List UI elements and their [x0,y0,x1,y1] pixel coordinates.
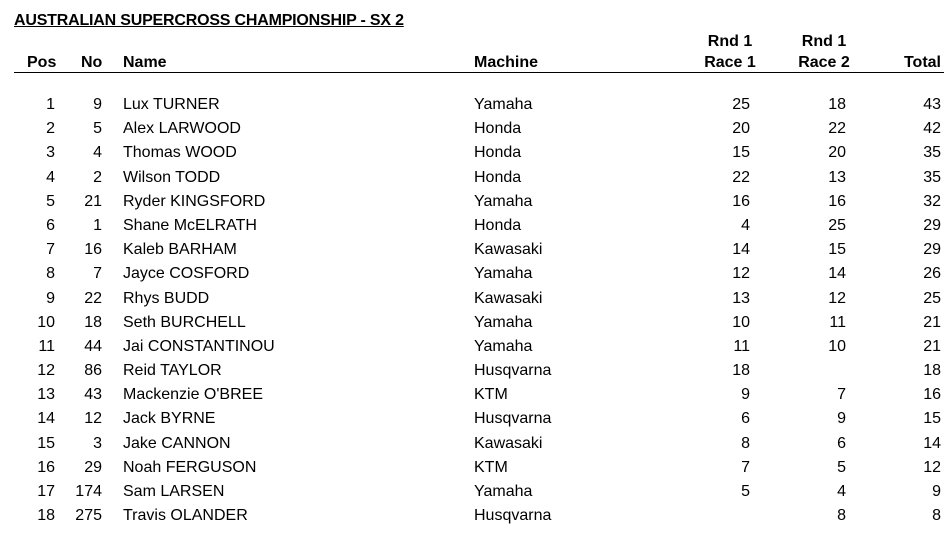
cell-pos: 1 [46,96,55,113]
cell-pos: 11 [38,337,55,355]
cell-race1: 16 [732,192,750,210]
header-race2 [789,31,859,73]
cell-no: 16 [84,241,102,259]
cell-machine: Honda [474,120,522,138]
header-pos: Pos [27,54,57,71]
cell-race2: 20 [828,144,846,162]
cell-race1: 20 [732,120,750,138]
cell-no: 29 [84,458,102,476]
cell-race1: 6 [741,410,750,428]
cell-name: Rhys BUDD [123,289,210,307]
header-machine: Machine [474,54,539,71]
table-row [0,215,951,239]
cell-race2: 4 [837,483,846,500]
cell-machine: Yamaha [474,192,533,210]
cell-no: 44 [84,337,102,355]
table-row [0,288,951,312]
header-total: Total [903,54,941,71]
cell-total: 16 [923,386,941,404]
cell-total: 35 [923,168,941,186]
cell-no: 9 [93,96,102,113]
cell-no: 174 [75,483,102,500]
cell-total: 15 [923,410,941,428]
cell-total: 21 [923,313,941,331]
table-row [0,94,951,118]
table-row [0,481,951,505]
cell-name: Noah FERGUSON [123,458,257,476]
cell-pos: 15 [37,434,55,452]
cell-race2: 5 [837,458,846,476]
cell-no: 4 [93,144,102,162]
cell-pos: 2 [46,120,55,138]
header-name: Name [123,54,167,71]
cell-total: 29 [923,216,941,234]
cell-race1: 8 [741,434,750,452]
cell-machine: Husqvarna [474,507,552,525]
cell-pos: 9 [46,289,55,307]
cell-no: 5 [93,120,102,138]
header-divider [14,72,944,73]
cell-total: 18 [923,362,941,380]
cell-no: 22 [84,289,102,307]
cell-pos: 5 [46,192,55,210]
cell-name: Travis OLANDER [123,507,248,525]
cell-name: Jack BYRNE [123,410,216,428]
cell-name: Reid TAYLOR [123,362,222,380]
cell-no: 7 [93,265,102,283]
cell-machine: Husqvarna [474,362,552,380]
cell-pos: 13 [37,386,55,404]
cell-total: 8 [932,507,941,525]
cell-total: 9 [932,483,941,500]
cell-no: 18 [84,313,102,331]
cell-race1: 10 [732,313,750,331]
cell-machine: KTM [474,458,508,476]
cell-no: 12 [84,410,102,428]
table-row [0,408,951,432]
cell-race1: 4 [741,216,750,234]
header-race1-round: Rnd 1 [707,33,753,50]
cell-machine: Kawasaki [474,241,543,259]
table-row [0,312,951,336]
table-row [0,336,951,360]
table-row [0,263,951,287]
cell-total: 12 [923,458,941,476]
cell-name: Jayce COSFORD [123,265,250,283]
cell-total: 43 [923,96,941,113]
table-row [0,384,951,408]
cell-pos: 10 [37,313,55,331]
cell-race1: 13 [732,289,750,307]
table-row [0,505,951,529]
cell-machine: Honda [474,216,522,234]
cell-race2: 16 [828,192,846,210]
cell-pos: 18 [37,507,55,525]
cell-race1: 25 [732,96,750,113]
cell-total: 26 [923,265,941,283]
cell-name: Mackenzie O'BREE [123,386,263,404]
cell-no: 1 [93,216,102,234]
cell-race2: 8 [837,507,846,525]
cell-race1: 7 [741,458,750,476]
cell-name: Kaleb BARHAM [123,241,237,259]
cell-pos: 14 [37,410,55,428]
cell-machine: Honda [474,168,522,186]
cell-machine: Kawasaki [474,289,543,307]
cell-name: Seth BURCHELL [123,313,246,331]
cell-race2: 18 [828,96,846,113]
cell-race2: 11 [829,313,846,331]
cell-pos: 3 [46,144,55,162]
cell-race2: 22 [828,120,846,138]
cell-name: Alex LARWOOD [123,120,241,138]
cell-race2: 14 [828,265,846,283]
cell-race2: 12 [828,289,846,307]
cell-race1: 12 [732,265,750,283]
cell-race2: 15 [828,241,846,259]
cell-name: Jai CONSTANTINOU [123,337,275,355]
cell-name: Sam LARSEN [123,483,225,500]
table-row [0,191,951,215]
cell-race2: 7 [837,386,846,404]
cell-pos: 8 [46,265,55,283]
cell-pos: 12 [37,362,55,380]
table-row [0,118,951,142]
header-race1-race: Race 1 [704,54,756,71]
table-row [0,167,951,191]
cell-no: 86 [84,362,102,380]
cell-machine: Kawasaki [474,434,543,452]
cell-race1: 5 [741,483,750,500]
cell-machine: Yamaha [474,483,533,500]
results-table [0,94,951,529]
cell-no: 275 [75,507,102,525]
cell-race1: 22 [732,168,750,186]
cell-pos: 17 [37,483,55,500]
cell-race2: 6 [837,434,846,452]
cell-machine: Honda [474,144,522,162]
cell-name: Wilson TODD [123,168,221,186]
cell-name: Jake CANNON [123,434,231,452]
cell-machine: Yamaha [474,313,533,331]
cell-total: 21 [923,337,941,355]
cell-race2: 25 [828,216,846,234]
cell-race2: 13 [828,168,846,186]
table-row [0,142,951,166]
cell-machine: Yamaha [474,96,533,113]
cell-name: Thomas WOOD [123,144,237,162]
cell-no: 43 [84,386,102,404]
cell-pos: 4 [46,168,55,186]
cell-machine: KTM [474,386,508,404]
cell-no: 21 [84,192,102,210]
cell-pos: 16 [37,458,55,476]
table-row [0,457,951,481]
page-title: AUSTRALIAN SUPERCROSS CHAMPIONSHIP - SX 2 [14,12,404,29]
cell-race2: 10 [828,337,846,355]
cell-race1: 14 [732,241,750,259]
cell-race1: 11 [733,337,750,355]
cell-machine: Yamaha [474,265,533,283]
cell-race2: 9 [837,410,846,428]
cell-name: Lux TURNER [123,96,220,113]
table-row [0,360,951,384]
cell-total: 29 [923,241,941,259]
cell-pos: 6 [46,216,55,234]
cell-total: 25 [923,289,941,307]
cell-no: 2 [93,168,102,186]
header-race2-race: Race 2 [798,54,850,71]
cell-no: 3 [93,434,102,452]
cell-pos: 7 [46,241,55,259]
table-row [0,433,951,457]
cell-name: Ryder KINGSFORD [123,192,266,210]
cell-total: 42 [923,120,941,138]
header-race2-round: Rnd 1 [801,33,847,50]
cell-race1: 18 [732,362,750,380]
cell-total: 14 [923,434,941,452]
cell-race1: 15 [732,144,750,162]
cell-total: 32 [923,192,941,210]
cell-total: 35 [923,144,941,162]
table-row [0,239,951,263]
cell-machine: Yamaha [474,337,533,355]
cell-machine: Husqvarna [474,410,552,428]
cell-race1: 9 [741,386,750,404]
header-race1 [695,31,765,73]
header-no: No [81,54,103,71]
cell-name: Shane McELRATH [123,216,257,234]
